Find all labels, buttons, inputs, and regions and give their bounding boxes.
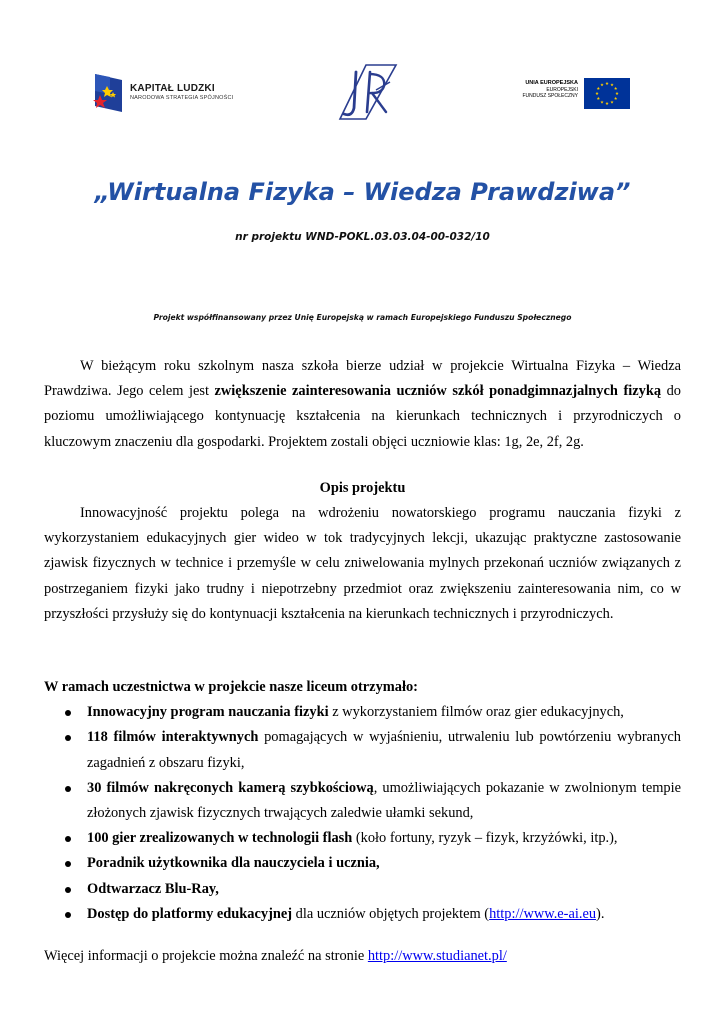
list-item [87, 700, 681, 725]
list-item [87, 851, 681, 876]
list-item-text: dla uczniów objętych projektem ( [292, 905, 490, 922]
list-item-text-after: ). [596, 905, 605, 922]
list-item [87, 902, 681, 927]
list-item [87, 725, 681, 775]
eu-flag-icon [584, 78, 630, 109]
school-logo-icon [336, 62, 398, 122]
list-item-bold: Poradnik użytkownika dla nauczyciela i ucznia, [87, 855, 380, 872]
eu-line-1: UNIA EUROPEJSKA [525, 80, 578, 86]
list-item-bold: 118 filmów interaktywnych [87, 729, 259, 746]
eu-line-2: EUROPEJSKI [546, 87, 578, 93]
list-item [87, 776, 681, 826]
intro-text-2: do poziomu umożliwiającego kontynuację kształcenia na kierunkach technicznych i przyrodniczych o kluczowym znaczeniu dla gospodarki. Projektem zostali objęci uczniowie klas: 1g, 2e, 2f, 2g. [44, 383, 681, 450]
list-item-text: pomagających w wyjaśnieniu, utrwaleniu lub powtórzeniu wybranych zagadnień z obszaru fizyki, [87, 729, 681, 771]
kapital-ludzki-logo [92, 72, 252, 114]
eu-logo [514, 78, 632, 110]
list-item [87, 826, 681, 851]
list-item-bold: Innowacyjny program nauczania fizyki [87, 704, 329, 721]
kapital-ludzki-icon [92, 72, 126, 114]
kapital-ludzki-title: KAPITAŁ LUDZKI [130, 83, 215, 94]
list-item [87, 877, 681, 902]
list-item-text: (koło fortuny, ryzyk – fizyk, krzyżówki, itp.), [352, 830, 618, 847]
logo-bar [0, 62, 725, 122]
list-item-bold: 30 filmów nakręconych kamerą szybkościową [87, 779, 374, 796]
opis-heading: Opis projektu [319, 479, 406, 496]
list-item-bold: 100 gier zrealizowanych w technologii flash [87, 830, 353, 847]
project-number: nr projektu WND-POKL.03.03.04-00-032/10 [235, 231, 490, 243]
list-item-text: , umożliwiających pokazanie w zwolnionym tempie złożonych zjawisk fizycznych trwających zaledwie ułamki sekund, [87, 779, 681, 822]
studianet-link[interactable]: http://www.studianet.pl/ [367, 948, 507, 965]
intro-bold: zwiększenie zainteresowania uczniów szkół ponadgimnazjalnych fizyką [214, 383, 662, 400]
intro-text-1: W bieżącym roku szkolnym nasza szkoła bierze udział w projekcie Wirtualna Fizyka – Wiedza Prawdziwa. Jego celem jest [44, 358, 681, 400]
page-title: „Wirtualna Fizyka – Wiedza Prawdziwa” [94, 178, 631, 206]
ramach-heading: W ramach uczestnictwa w projekcie nasze liceum otrzymało: [44, 679, 418, 696]
cofinancing-note: Projekt współfinansowany przez Unię Europejską w ramach Europejskiego Funduszu Społecznego [153, 313, 572, 322]
intro-paragraph [44, 354, 681, 455]
school-logo [336, 62, 398, 122]
more-info-text: Więcej informacji o projekcie można znaleźć na stronie [44, 948, 368, 965]
more-info [44, 944, 681, 969]
platform-link[interactable]: http://www.e-ai.eu [489, 905, 597, 922]
kapital-ludzki-subtitle: NARODOWA STRATEGIA SPÓJNOŚCI [130, 95, 234, 101]
list-item-text: z wykorzystaniem filmów oraz gier edukacyjnych, [328, 704, 624, 721]
list-item-bold: Odtwarzacz Blu-Ray, [87, 880, 219, 897]
opis-paragraph: Innowacyjność projektu polega na wdrożeniu nowatorskiego programu nauczania fizyki z wykorzystaniem edukacyjnych gier wideo w tok tradycyjnych lekcji, ukazując praktyczne zastosowanie zjawisk fizycznych w technice i przemyśle w celu zniwelowania mylnych przekonań uczniów związanych z postrzeganiem fizyki jako trudny i niepotrzebny przedmiot oraz zwiększeniu zainteresowania nim, co w przyszłości przysłuży się do kontynuacji kształcenia na kierunkach technicznych i przyrodniczych. [44, 505, 681, 622]
document-body [44, 354, 681, 969]
list-item-bold: Dostęp do platformy edukacyjnej [87, 905, 293, 922]
benefits-list [44, 700, 681, 927]
eu-line-3: FUNDUSZ SPOŁECZNY [522, 93, 578, 99]
